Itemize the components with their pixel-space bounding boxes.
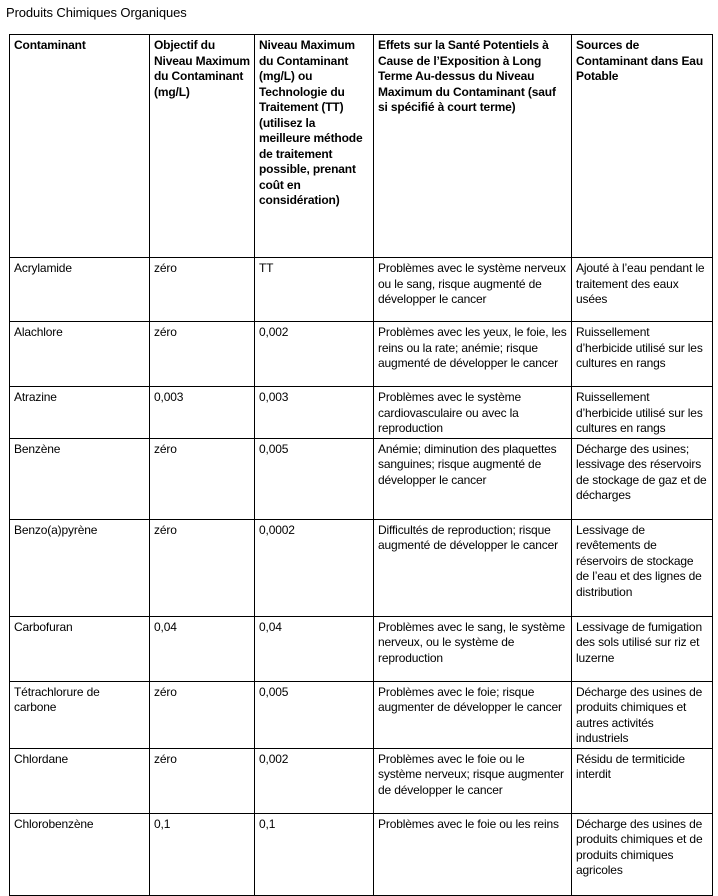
cell-mcl: 0,002 bbox=[255, 748, 374, 813]
cell-mclg: 0,04 bbox=[150, 616, 255, 681]
header-mcl: Niveau Maximum du Contaminant (mg/L) ou Technologie du Traitement (TT) (utilisez la meilleure méthode de traitement possible, prenant coût en considération) bbox=[255, 35, 374, 258]
cell-mcl: 0,005 bbox=[255, 438, 374, 519]
cell-effects: Problèmes avec le système cardiovasculaire ou avec la reproduction bbox=[374, 387, 572, 439]
cell-mcl: 0,002 bbox=[255, 322, 374, 387]
cell-mclg: zéro bbox=[150, 681, 255, 748]
cell-sources: Décharge des usines de produits chimiques et de produits chimiques agricoles bbox=[572, 813, 713, 895]
cell-sources: Ruissellement d’herbicide utilisé sur les cultures en rangs bbox=[572, 322, 713, 387]
cell-contaminant: Atrazine bbox=[10, 387, 150, 439]
cell-sources: Lessivage de fumigation des sols utilisé sur riz et luzerne bbox=[572, 616, 713, 681]
cell-mclg: zéro bbox=[150, 519, 255, 616]
cell-contaminant: Chlordane bbox=[10, 748, 150, 813]
cell-mclg: zéro bbox=[150, 322, 255, 387]
cell-sources: Décharge des usines de produits chimiques et autres activités industriels bbox=[572, 681, 713, 748]
cell-mclg: zéro bbox=[150, 748, 255, 813]
table-row bbox=[10, 387, 713, 439]
cell-sources: Lessivage de revêtements de réservoirs de stockage de l’eau et des lignes de distribution bbox=[572, 519, 713, 616]
cell-effects: Problèmes avec le foie ou le système nerveux; risque augmenter de développer le cancer bbox=[374, 748, 572, 813]
cell-sources: Décharge des usines; lessivage des réservoirs de stockage de gaz et de décharges bbox=[572, 438, 713, 519]
table-row bbox=[10, 813, 713, 895]
cell-mclg: zéro bbox=[150, 258, 255, 322]
contaminants-table bbox=[9, 34, 713, 896]
cell-effects: Anémie; diminution des plaquettes sanguines; risque augmenté de développer le cancer bbox=[374, 438, 572, 519]
table-header-row bbox=[10, 35, 713, 258]
header-mclg: Objectif du Niveau Maximum du Contaminant (mg/L) bbox=[150, 35, 255, 258]
cell-contaminant: Chlorobenzène bbox=[10, 813, 150, 895]
cell-effects: Problèmes avec les yeux, le foie, les reins ou la rate; anémie; risque augmenté de développer le cancer bbox=[374, 322, 572, 387]
header-effects: Effets sur la Santé Potentiels à Cause de l’Exposition à Long Terme Au-dessus du Niveau Maximum du Contaminant (sauf si spécifié à court terme) bbox=[374, 35, 572, 258]
cell-effects: Difficultés de reproduction; risque augmenté de développer le cancer bbox=[374, 519, 572, 616]
table-row bbox=[10, 322, 713, 387]
cell-contaminant: Benzène bbox=[10, 438, 150, 519]
cell-contaminant: Alachlore bbox=[10, 322, 150, 387]
cell-contaminant: Acrylamide bbox=[10, 258, 150, 322]
cell-mcl: 0,04 bbox=[255, 616, 374, 681]
cell-mcl: 0,003 bbox=[255, 387, 374, 439]
cell-contaminant: Tétrachlorure de carbone bbox=[10, 681, 150, 748]
cell-sources: Ajouté à l’eau pendant le traitement des eaux usées bbox=[572, 258, 713, 322]
cell-sources: Ruissellement d’herbicide utilisé sur les cultures en rangs bbox=[572, 387, 713, 439]
cell-mclg: 0,003 bbox=[150, 387, 255, 439]
table-row bbox=[10, 681, 713, 748]
table-row bbox=[10, 519, 713, 616]
cell-effects: Problèmes avec le système nerveux ou le sang, risque augmenté de développer le cancer bbox=[374, 258, 572, 322]
page-title: Produits Chimiques Organiques bbox=[6, 5, 187, 20]
cell-contaminant: Carbofuran bbox=[10, 616, 150, 681]
table-row bbox=[10, 438, 713, 519]
cell-effects: Problèmes avec le foie ou les reins bbox=[374, 813, 572, 895]
table-row bbox=[10, 748, 713, 813]
header-contaminant: Contaminant bbox=[10, 35, 150, 258]
cell-contaminant: Benzo(a)pyrène bbox=[10, 519, 150, 616]
cell-mcl: 0,1 bbox=[255, 813, 374, 895]
table-row bbox=[10, 258, 713, 322]
table-row bbox=[10, 616, 713, 681]
cell-mclg: 0,1 bbox=[150, 813, 255, 895]
cell-mcl: 0,0002 bbox=[255, 519, 374, 616]
cell-sources: Résidu de termiticide interdit bbox=[572, 748, 713, 813]
cell-effects: Problèmes avec le foie; risque augmenter de développer le cancer bbox=[374, 681, 572, 748]
cell-effects: Problèmes avec le sang, le système nerveux, ou le système de reproduction bbox=[374, 616, 572, 681]
cell-mcl: TT bbox=[255, 258, 374, 322]
cell-mcl: 0,005 bbox=[255, 681, 374, 748]
cell-mclg: zéro bbox=[150, 438, 255, 519]
header-sources: Sources de Contaminant dans Eau Potable bbox=[572, 35, 713, 258]
